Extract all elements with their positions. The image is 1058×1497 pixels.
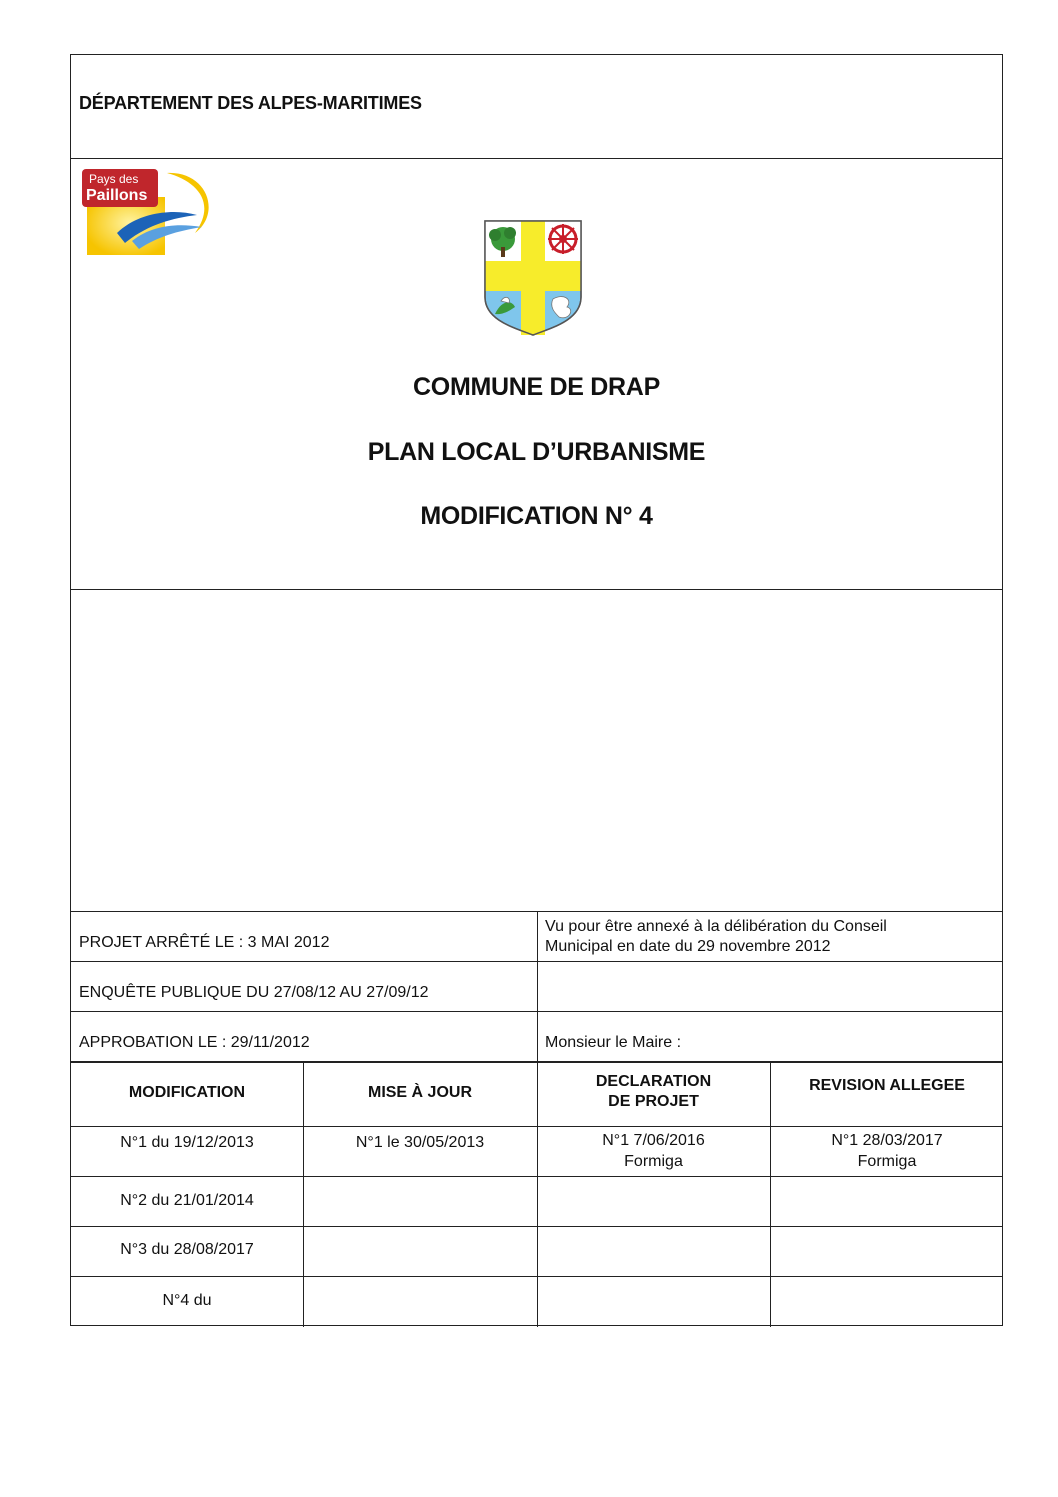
table-row-divider [71, 1176, 1002, 1177]
table-cell: N°1 le 30/05/2013 [355, 1134, 485, 1151]
divider [71, 1011, 1002, 1012]
table-row-divider [71, 1226, 1002, 1227]
table-header-modification: MODIFICATION [128, 1084, 246, 1101]
department-title: DÉPARTEMENT DES ALPES-MARITIMES [79, 93, 422, 113]
table-row-divider [71, 1276, 1002, 1277]
table-header-declaration-2: DE PROJET [608, 1093, 699, 1110]
pays-des-paillons-logo [77, 163, 217, 255]
vu-pour-text-1: Vu pour être annexé à la délibération du Conseil [545, 918, 887, 935]
table-column-divider [770, 1061, 771, 1327]
plan-title: PLAN LOCAL D’URBANISME [367, 438, 706, 466]
table-header-revision-allegee: REVISION ALLEGEE [809, 1077, 965, 1094]
document-frame [70, 54, 1003, 1326]
table-header-declaration: DECLARATION [595, 1073, 712, 1090]
table-header-mise-a-jour: MISE À JOUR [367, 1084, 472, 1101]
commune-title: COMMUNE DE DRAP [413, 373, 660, 401]
approbation-text: APPROBATION LE : 29/11/2012 [79, 1034, 310, 1051]
table-cell: Formiga [624, 1153, 683, 1170]
coat-of-arms-icon [483, 219, 583, 337]
table-cell: N°1 7/06/2016 [602, 1132, 705, 1149]
divider [71, 158, 1002, 159]
table-cell: N°3 du 28/08/2017 [120, 1241, 254, 1258]
modification-title: MODIFICATION N° 4 [420, 502, 653, 530]
divider [71, 961, 1002, 962]
enquete-publique-text: ENQUÊTE PUBLIQUE DU 27/08/12 AU 27/09/12 [79, 984, 429, 1001]
divider [71, 589, 1002, 590]
table-row-divider [71, 1126, 1002, 1127]
table-cell: N°1 28/03/2017 [831, 1132, 943, 1149]
table-cell: N°2 du 21/01/2014 [120, 1192, 254, 1209]
vu-pour-text-2: Municipal en date du 29 novembre 2012 [545, 938, 831, 955]
logo-text-1: Pays des [89, 172, 139, 186]
logo-text-2: Paillons [86, 187, 148, 204]
table-cell: Formiga [857, 1153, 917, 1170]
projet-arrete-text: PROJET ARRÊTÉ LE : 3 MAI 2012 [79, 934, 330, 951]
procedure-column-divider [537, 911, 538, 1061]
maire-signature-label: Monsieur le Maire : [545, 1034, 682, 1051]
table-cell: N°4 du [162, 1292, 212, 1309]
table-cell: N°1 du 19/12/2013 [120, 1134, 254, 1151]
